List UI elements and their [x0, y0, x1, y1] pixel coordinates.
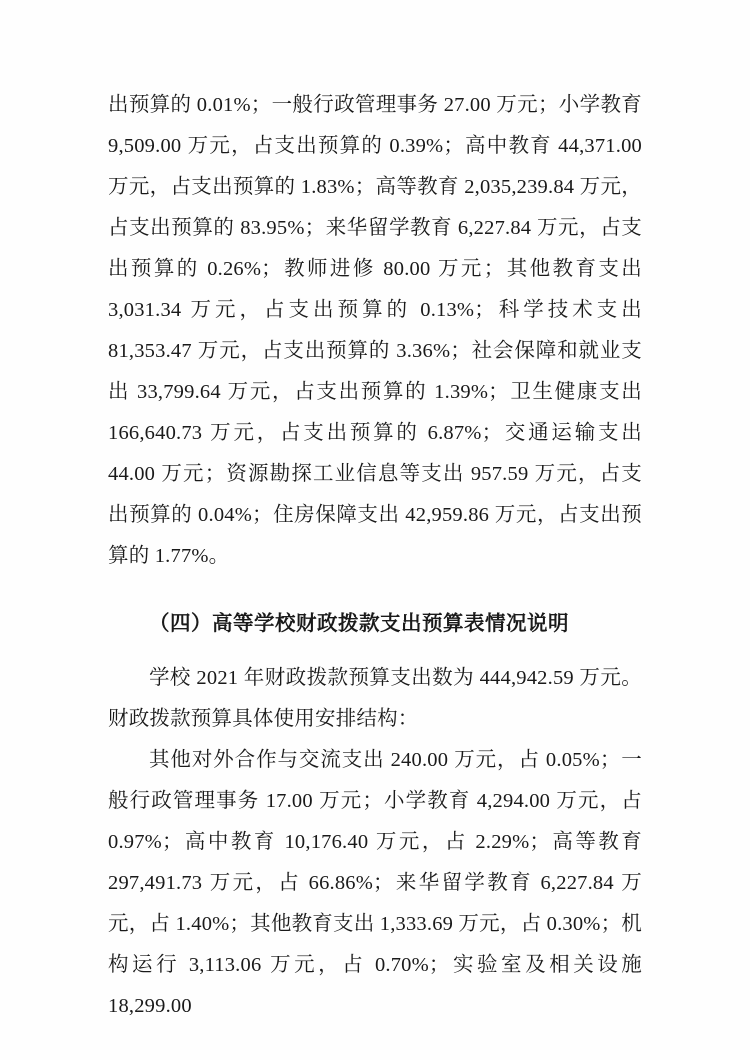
document-body	[108, 85, 642, 1027]
paragraph-total-fiscal-appropriation: 学校 2021 年财政拨款预算支出数为 444,942.59 万元。财政拨款预算具体使用安排结构：	[108, 667, 642, 730]
paragraph-budget-expenditure-continued: 出预算的 0.01%；一般行政管理事务 27.00 万元；小学教育 9,509.00 万元，占支出预算的 0.39%；高中教育 44,371.00 万元，占支出预算的 1.83%；高等教育 2,035,239.84 万元，占支出预算的 83.95%；来华留学教育 6,227.84 万元，占支出预算的 0.26%；教师进修 80.00 万元；其他教育支出 3,031.34 万元，占支出预算的 0.13%；科学技术支出 81,353.47 万元，占支出预算的 3.36%；社会保障和就业支出 33,799.64 万元，占支出预算的 1.39%；卫生健康支出 166,640.73 万元，占支出预算的 6.87%；交通运输支出 44.00 万元；资源勘探工业信息等支出 957.59 万元，占支出预算的 0.04%；住房保障支出 42,959.86 万元，占支出预算的 1.77%。	[108, 94, 642, 567]
block-spacer	[108, 644, 642, 658]
paragraph-appropriation-breakdown: 其他对外合作与交流支出 240.00 万元，占 0.05%；一般行政管理事务 17.00 万元；小学教育 4,294.00 万元，占 0.97%；高中教育 10,176.40 万元，占 2.29%；高等教育 297,491.73 万元，占 66.86%；来华留学教育 6,227.84 万元，占 1.40%；其他教育支出 1,333.69 万元，占 0.30%；机构运行 3,113.06 万元，占 0.70%；实验室及相关设施 18,299.00	[108, 749, 642, 1017]
section-heading-four: （四）高等学校财政拨款支出预算表情况说明	[149, 612, 569, 635]
block-spacer	[108, 577, 642, 603]
